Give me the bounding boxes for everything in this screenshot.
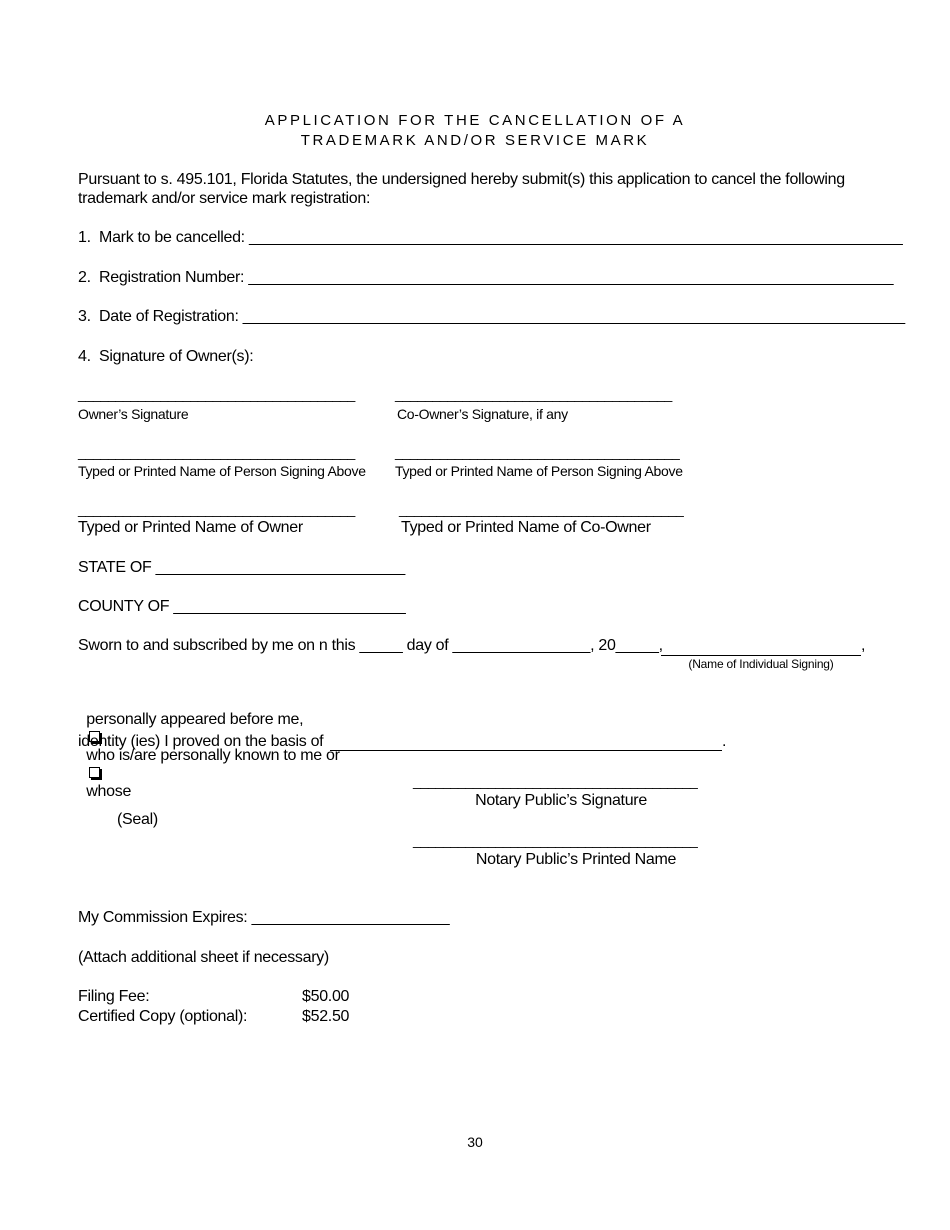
notary-printed-name-line[interactable]: ______________________________________ <box>413 832 698 848</box>
appeared-text-1: personally appeared before me, <box>86 711 304 728</box>
signer-name-label-right: Typed or Printed Name of Person Signing Above <box>395 463 683 479</box>
owner-signature-label: Owner’s Signature <box>78 406 189 422</box>
coowner-signature-line[interactable]: _____________________________________ <box>395 386 672 402</box>
sworn-statement[interactable]: Sworn to and subscribed by me on n this _____ day of ________________, 20_____, <box>78 637 663 654</box>
intro-line-1: Pursuant to s. 495.101, Florida Statutes, the undersigned hereby submit(s) this application to cancel the following <box>78 171 845 188</box>
county-of-field[interactable]: COUNTY OF ___________________________ <box>78 598 406 615</box>
certified-copy-label: Certified Copy (optional): <box>78 1008 248 1025</box>
mark-to-be-cancelled-field[interactable]: 1. Mark to be cancelled: ____________________________________________________________________________ <box>78 229 903 246</box>
signature-heading: 4. Signature of Owner(s): <box>78 348 254 365</box>
appeared-text-2: who is/are personally known to me or <box>86 747 340 764</box>
owner-signature-line[interactable]: _____________________________________ <box>78 386 355 402</box>
filing-fee-value: $50.00 <box>302 988 350 1005</box>
coowner-name-label: Typed or Printed Name of Co-Owner <box>401 519 651 536</box>
appeared-text-3: whose <box>86 783 132 800</box>
date-of-registration-field[interactable]: 3. Date of Registration: _____________________________________________________________________________ <box>78 308 905 325</box>
coowner-signature-label: Co-Owner’s Signature, if any <box>397 406 568 422</box>
identity-basis-line[interactable] <box>330 750 722 751</box>
notary-printed-name-label: Notary Public’s Printed Name <box>475 851 677 868</box>
filing-fee-label: Filing Fee: <box>78 988 150 1005</box>
notary-signature-label: Notary Public’s Signature <box>475 792 647 809</box>
signer-name-line-left[interactable]: _____________________________________ <box>78 444 355 460</box>
commission-expires-field[interactable]: My Commission Expires: _______________________ <box>78 909 450 926</box>
sworn-comma: , <box>861 637 866 654</box>
seal-label: (Seal) <box>117 811 158 828</box>
identity-period: . <box>722 733 727 750</box>
signer-name-label-left: Typed or Printed Name of Person Signing Above <box>78 463 366 479</box>
page-number: 30 <box>467 1134 483 1150</box>
identity-proved-checkbox[interactable] <box>89 767 100 778</box>
form-title-line-2: TRADEMARK AND/OR SERVICE MARK <box>300 132 650 149</box>
coowner-name-line[interactable]: ______________________________________ <box>399 501 684 517</box>
attach-note: (Attach additional sheet if necessary) <box>78 949 329 966</box>
owner-name-label: Typed or Printed Name of Owner <box>78 519 303 536</box>
notary-signature-line[interactable]: ______________________________________ <box>413 773 698 789</box>
certified-copy-value: $52.50 <box>302 1008 350 1025</box>
intro-line-2: trademark and/or service mark registration: <box>78 190 371 207</box>
registration-number-field[interactable]: 2. Registration Number: ___________________________________________________________________________ <box>78 269 894 286</box>
signer-name-line-right[interactable]: ______________________________________ <box>395 444 680 460</box>
owner-name-line[interactable]: _____________________________________ <box>78 501 355 517</box>
individual-name-caption: (Name of Individual Signing) <box>688 657 834 671</box>
identity-label: identity (ies) I proved on the basis of <box>78 733 324 750</box>
form-title-line-1: APPLICATION FOR THE CANCELLATION OF A <box>264 112 686 129</box>
state-of-field[interactable]: STATE OF _____________________________ <box>78 559 405 576</box>
individual-name-line[interactable] <box>661 655 861 656</box>
